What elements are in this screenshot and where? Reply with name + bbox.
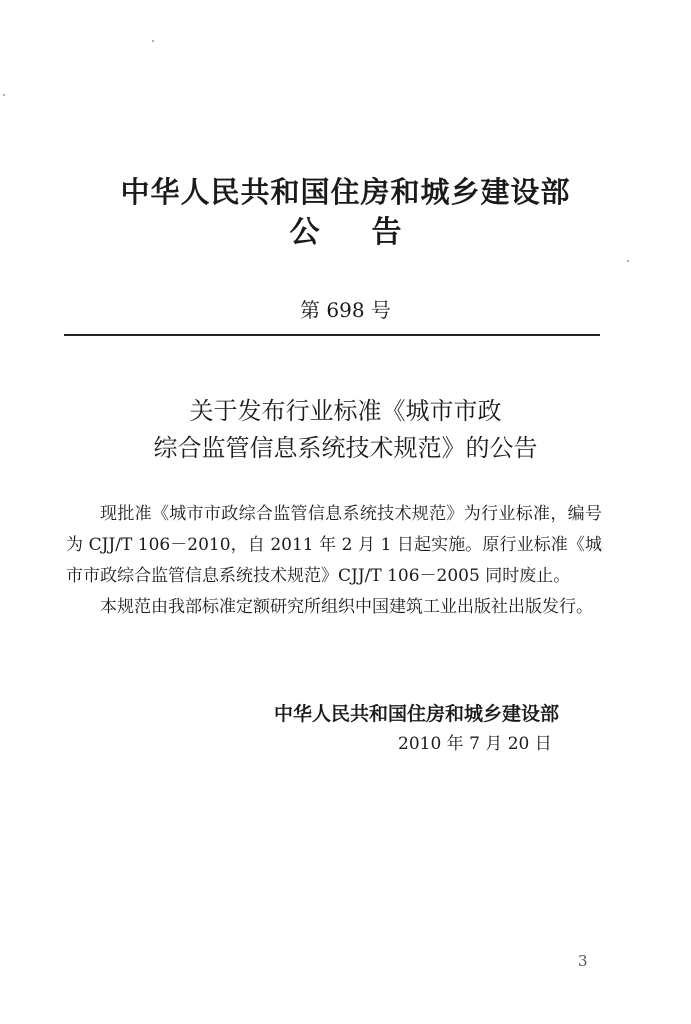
notice-body [66,499,602,623]
notice-heading: 公告 [289,215,454,250]
body-paragraph-2: 本规范由我部标准定额研究所组织中国建筑工业出版社出版发行。 [100,597,593,617]
page-number: 3 [578,952,588,970]
signature-organization: 中华人民共和国住房和城乡建设部 [274,703,560,725]
scan-speck [627,260,629,262]
document-number: 第 698 号 [300,298,391,322]
scan-speck [152,40,154,42]
subject-line-1: 关于发布行业标准《城市市政 [189,397,502,425]
subject-line-2: 综合监管信息系统技术规范》的公告 [153,434,538,462]
header-divider [64,334,600,336]
notice-subject [0,393,691,467]
signature-date: 2010 年 7 月 20 日 [398,734,552,754]
scan-speck [3,94,5,96]
issuing-authority-title: 中华人民共和国住房和城乡建设部 [120,175,571,209]
body-paragraph-1: 现批准《城市市政综合监管信息系统技术规范》为行业标准，编号为 CJJ/T 106－2010，自 2011 年 2 月 1 日起实施。原行业标准《城市市政综合监管信息系统技术规范》CJJ/T 106－2005 同时废止。 [66,504,602,586]
